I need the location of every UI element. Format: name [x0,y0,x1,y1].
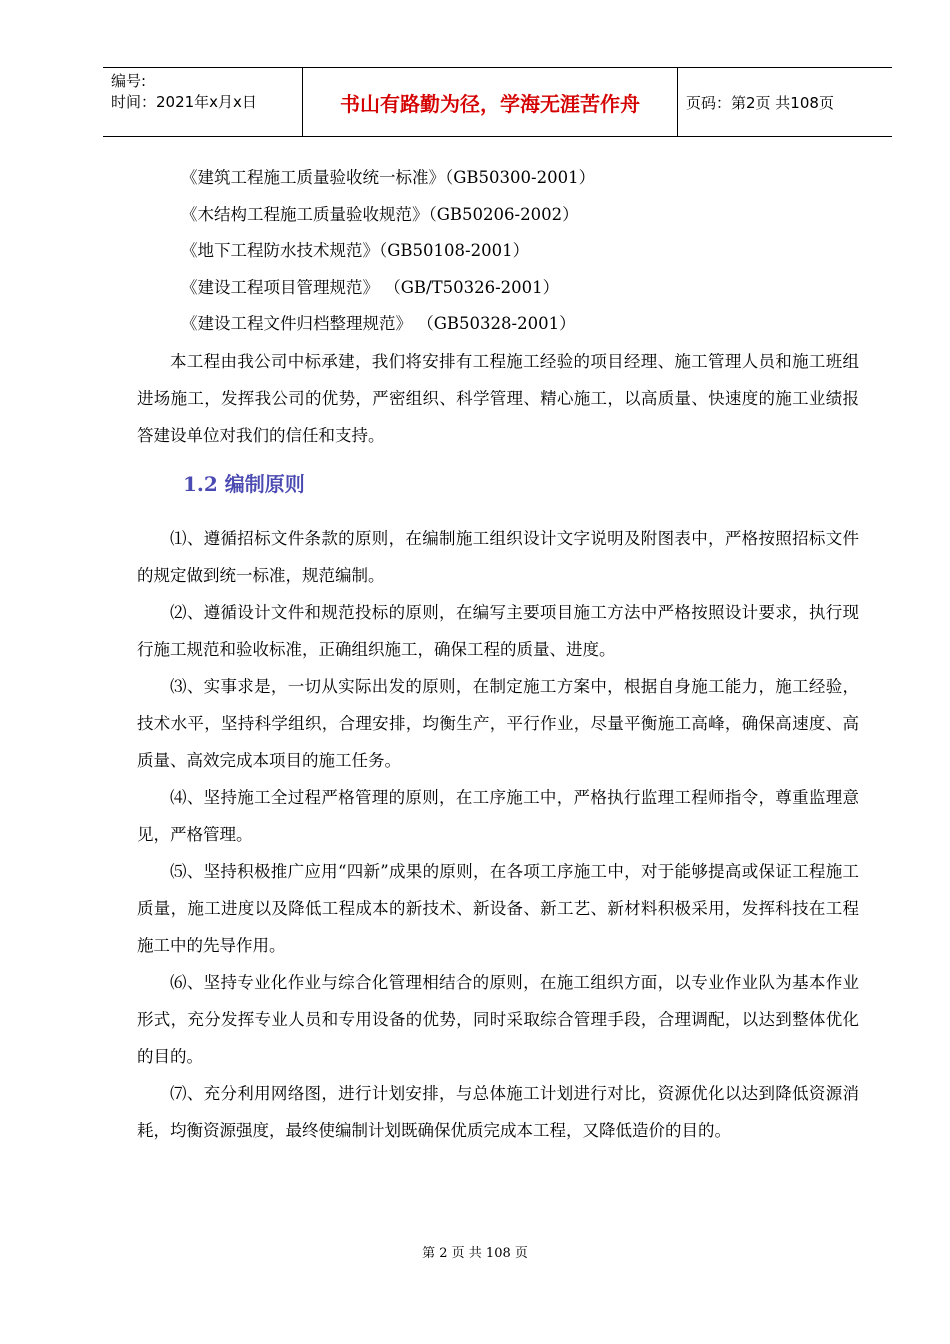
time-label: 时间：2021年x月x日 [111,93,257,111]
standard-item: 《建筑工程施工质量验收统一标准》（GB50300-2001） [181,168,596,187]
standard-item: 《建设工程项目管理规范》 （GB/T50326-2001） [181,277,560,297]
standard-item: 《木结构工程施工质量验收规范》（GB50206-2002） [181,204,579,224]
standard-item: 《建设工程文件归档整理规范》 （GB50328-2001） [181,314,576,334]
principle-item: ⑵、遵循设计文件和规范投标的原则，在编写主要项目施工方法中严格按照设计要求，执行现行施工规范和验收标准，正确组织施工，确保工程的质量、进度。 [137,602,859,659]
principle-item: ⑹、坚持专业化作业与综合化管理相结合的原则，在施工组织方面，以专业作业队为基本作业形式，充分发挥专业人员和专用设备的优势，同时采取综合管理手段，合理调配，以达到整体优化的目的。 [137,972,859,1066]
principle-item: ⑺、充分利用网络图，进行计划安排，与总体施工计划进行对比，资源优化以达到降低资源消耗，均衡资源强度，最终使编制计划既确保优质完成本工程，又降低造价的目的。 [137,1083,859,1140]
code-label: 编号: [111,72,147,90]
page-footer: 第 2 页 共 108 页 [422,1246,528,1261]
section-heading: 1.2 编制原则 [183,471,305,496]
standard-item: 《地下工程防水技术规范》（GB50108-2001） [181,241,530,261]
intro-paragraph: 本工程由我公司中标承建，我们将安排有工程施工经验的项目经理、施工管理人员和施工班组进场施工，发挥我公司的优势，严密组织、科学管理、精心施工，以高质量、快速度的施工业绩报答建设单位对我们的信任和支持。 [137,351,859,445]
header-page-info: 页码：第2页 共108页 [686,93,834,112]
page-header [103,67,892,137]
header-motto: 书山有路勤为径，学海无涯苦作舟 [303,68,678,136]
principle-item: ⑴、遵循招标文件条款的原则，在编制施工组织设计文字说明及附图表中，严格按照招标文件的规定做到统一标准，规范编制。 [137,528,859,585]
principle-item: ⑷、坚持施工全过程严格管理的原则，在工序施工中，严格执行监理工程师指令，尊重监理意见，严格管理。 [137,787,859,844]
principle-item: ⑸、坚持积极推广应用“四新”成果的原则，在各项工序施工中，对于能够提高或保证工程施工质量，施工进度以及降低工程成本的新技术、新设备、新工艺、新材料积极采用，发挥科技在工程施工中的先导作用。 [137,861,859,955]
header-meta [103,68,303,136]
principle-item: ⑶、实事求是，一切从实际出发的原则，在制定施工方案中，根据自身施工能力，施工经验，技术水平，坚持科学组织，合理安排，均衡生产，平行作业，尽量平衡施工高峰，确保高速度、高质量、高效完成本项目的施工任务。 [137,676,859,770]
document-body [137,160,859,1149]
